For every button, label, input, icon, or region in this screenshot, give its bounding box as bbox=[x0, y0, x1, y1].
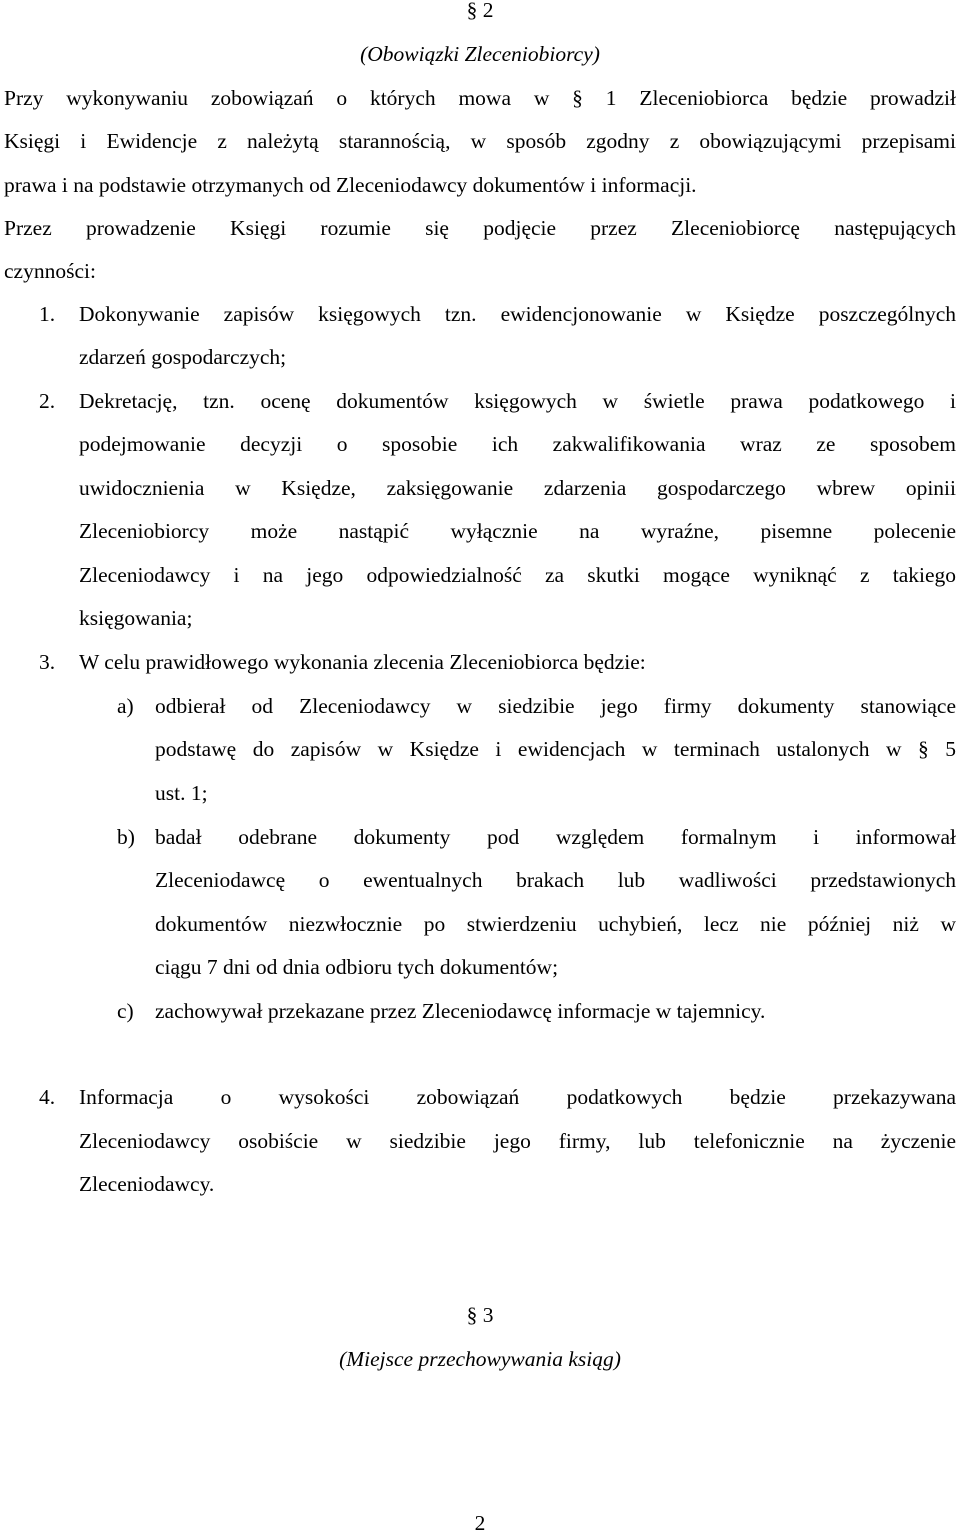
list-item-line: Informacja o wysokości zobowiązań podatkowych będzie przekazywana bbox=[79, 1085, 956, 1109]
intro-line: prawa i na podstawie otrzymanych od Zleceniodawcy dokumentów i informacji. bbox=[4, 173, 697, 197]
sub-item-line: Zleceniodawcę o ewentualnych brakach lub wadliwości przedstawionych bbox=[155, 868, 956, 892]
list-item-line: uwidocznienia w Księdze, zaksięgowanie zdarzenia gospodarczego wbrew opinii bbox=[79, 476, 956, 500]
list-item-line: Dokonywanie zapisów księgowych tzn. ewidencjonowanie w Księdze poszczególnych bbox=[79, 302, 956, 326]
section-2-title: (Obowiązki Zleceniobiorcy) bbox=[360, 42, 600, 66]
sub-item-line: odbierał od Zleceniodawcy w siedzibie jego firmy dokumenty stanowiące bbox=[155, 694, 956, 718]
list-item-number: 2. bbox=[39, 389, 56, 413]
sub-item-letter: c) bbox=[117, 999, 134, 1023]
section-3-heading: § 3 bbox=[466, 1303, 494, 1327]
list-item-line: zdarzeń gospodarczych; bbox=[79, 345, 287, 369]
sub-item-letter: b) bbox=[117, 825, 135, 849]
list-item-line: Zleceniobiorcy może nastąpić wyłącznie na wyraźne, pisemne polecenie bbox=[79, 519, 956, 543]
intro-line: Księgi i Ewidencje z należytą starannością, w sposób zgodny z obowiązującymi przepisami bbox=[4, 129, 956, 153]
section-2-heading: § 2 bbox=[466, 0, 494, 22]
list-item-number: 3. bbox=[39, 650, 56, 674]
intro2-line: czynności: bbox=[4, 259, 96, 283]
list-item-number: 4. bbox=[39, 1085, 56, 1109]
list-item-number: 1. bbox=[39, 302, 56, 326]
list-item-line: Dekretację, tzn. ocenę dokumentów księgowych w świetle prawa podatkowego i bbox=[79, 389, 956, 413]
sub-item-line: ciągu 7 dni od dnia odbioru tych dokumentów; bbox=[155, 955, 559, 979]
intro-line: Przy wykonywaniu zobowiązań o których mowa w § 1 Zleceniobiorca będzie prowadził bbox=[4, 86, 956, 110]
section-3-title: (Miejsce przechowywania ksiąg) bbox=[339, 1347, 621, 1371]
page-number: 2 bbox=[474, 1511, 486, 1535]
list-item-line: księgowania; bbox=[79, 606, 193, 630]
list-item-line: Zleceniodawcy osobiście w siedzibie jego firmy, lub telefonicznie na życzenie bbox=[79, 1129, 956, 1153]
list-item-line: Zleceniodawcy. bbox=[79, 1172, 215, 1196]
intro2-line: Przez prowadzenie Księgi rozumie się podjęcie przez Zleceniobiorcę następujących bbox=[4, 216, 956, 240]
sub-item-line: badał odebrane dokumenty pod względem formalnym i informował bbox=[155, 825, 956, 849]
sub-item-line: podstawę do zapisów w Księdze i ewidencjach w terminach ustalonych w § 5 bbox=[155, 737, 956, 761]
sub-item-line: ust. 1; bbox=[155, 781, 208, 805]
list-item-line: podejmowanie decyzji o sposobie ich zakwalifikowania wraz ze sposobem bbox=[79, 432, 956, 456]
list-item-line: Zleceniodawcy i na jego odpowiedzialność za skutki mogące wyniknąć z takiego bbox=[79, 563, 956, 587]
sub-item-letter: a) bbox=[117, 694, 134, 718]
sub-item-line: zachowywał przekazane przez Zleceniodawcę informacje w tajemnicy. bbox=[155, 999, 766, 1023]
sub-item-line: dokumentów niezwłocznie po stwierdzeniu uchybień, lecz nie później niż w bbox=[155, 912, 956, 936]
list-item-line: W celu prawidłowego wykonania zlecenia Zleceniobiorca będzie: bbox=[79, 650, 646, 674]
